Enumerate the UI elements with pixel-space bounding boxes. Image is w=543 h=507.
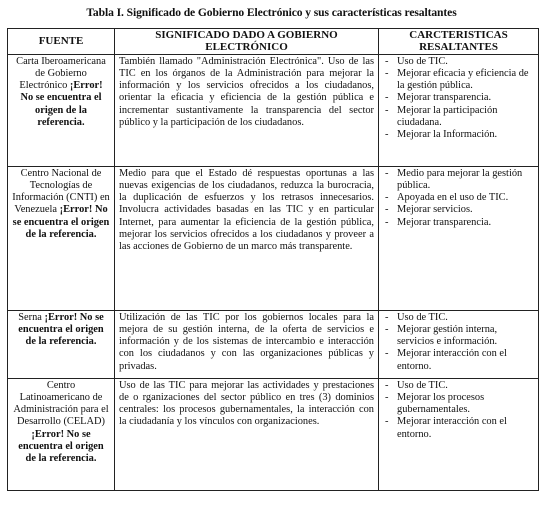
table-row bbox=[8, 167, 539, 311]
caracteristicas-cell bbox=[379, 167, 539, 311]
list-item: - Mejorar los procesos gubernamentales. bbox=[383, 392, 534, 416]
caracteristicas-list bbox=[383, 56, 534, 141]
table-row bbox=[8, 379, 539, 491]
reference-error: ¡Error! No se encuentra el origen de la referencia. bbox=[20, 80, 103, 128]
list-item: - Mejorar transparencia. bbox=[383, 92, 534, 104]
header-row bbox=[8, 29, 539, 55]
list-item: - Uso de TIC. bbox=[383, 312, 534, 324]
fuente-cell bbox=[8, 167, 115, 311]
fuente-cell bbox=[8, 379, 115, 491]
caracteristicas-cell bbox=[379, 379, 539, 491]
list-item: - Apoyada en el uso de TIC. bbox=[383, 192, 534, 204]
caracteristicas-list bbox=[383, 168, 534, 228]
list-item: - Medio para mejorar la gestión pública. bbox=[383, 168, 534, 192]
reference-error: ¡Error! No se encuentra el origen de la referencia. bbox=[18, 312, 104, 348]
fuente-name: Centro Nacional de Tecnologías de Información (CNTI) en Venezuela bbox=[12, 168, 110, 216]
table-title: Tabla I. Significado de Gobierno Electrónico y sus características resaltantes bbox=[86, 6, 457, 19]
list-item: - Mejorar interacción con el entorno. bbox=[383, 348, 534, 372]
list-item: - Uso de TIC. bbox=[383, 56, 534, 68]
list-item: - Mejorar la participación ciudadana. bbox=[383, 105, 534, 129]
reference-error: ¡Error! No se encuentra el origen de la referencia. bbox=[12, 204, 110, 240]
caracteristicas-cell bbox=[379, 55, 539, 167]
significado-cell: Uso de las TIC para mejorar las actividades y prestaciones de o rganizaciones del sector público en tres (3) dominios centrales: los procesos gubernamentales, la interacción con la ciudadanía y los vínculos con organizaciones. bbox=[115, 379, 379, 491]
list-item: - Mejorar gestión interna, servicios e información. bbox=[383, 324, 534, 348]
header-significado: SIGNIFICADO DADO A GOBIERNO ELECTRÓNICO bbox=[115, 29, 379, 55]
reference-error: ¡Error! No se encuentra el origen de la referencia. bbox=[18, 428, 104, 464]
significado-cell: También llamado "Administración Electrónica". Uso de las TIC en los órganos de la Administración para mejorar la información y los servicios ofrecidos a los ciudadanos, orientar la eficacia y eficiencia de la gestión pública e incrementar sustantivamente la transparencia del sector público y la participación de los ciudadanos. bbox=[115, 55, 379, 167]
list-item: - Mejorar la Información. bbox=[383, 129, 534, 141]
list-item: - Mejorar eficacia y eficiencia de la gestión pública. bbox=[383, 68, 534, 92]
fuente-name: Centro Latinoamericano de Administración para el Desarrollo (CELAD) bbox=[13, 380, 109, 428]
significado-cell: Medio para que el Estado dé respuestas oportunas a las nuevas exigencias de los ciudadanos, reduzca la burocracia, la duplicación de esfuerzos y los retrasos innecesarios. Involucra actividades basadas en las TIC y en particular Internet, para aumentar la eficiencia de la gestión pública, mejorar los servicios ofrecidos a los ciudadanos y proveer a las acciones de Gobierno de un marco más transparente. bbox=[115, 167, 379, 311]
list-item: - Mejorar transparencia. bbox=[383, 217, 534, 229]
header-caracteristicas: CARCTERISTICAS RESALTANTES bbox=[379, 29, 539, 55]
header-fuente: FUENTE bbox=[8, 29, 115, 55]
fuente-name: Serna bbox=[18, 312, 42, 324]
table-row bbox=[8, 55, 539, 167]
list-item: - Mejorar servicios. bbox=[383, 204, 534, 216]
definitions-table bbox=[7, 28, 539, 491]
significado-cell: Utilización de las TIC por los gobiernos locales para la mejora de su gestión interna, de la oferta de servicios e información y de los sistemas de intercambio e interacción con los ciudadanos y con las organizaciones públicas y privadas. bbox=[115, 311, 379, 379]
list-item: - Uso de TIC. bbox=[383, 380, 534, 392]
table-row bbox=[8, 311, 539, 379]
caracteristicas-list bbox=[383, 312, 534, 372]
fuente-name: Carta Iberoamericana de Gobierno Electrónico bbox=[16, 56, 106, 92]
fuente-cell bbox=[8, 311, 115, 379]
fuente-cell bbox=[8, 55, 115, 167]
caracteristicas-cell bbox=[379, 311, 539, 379]
list-item: - Mejorar interacción con el entorno. bbox=[383, 416, 534, 440]
caracteristicas-list bbox=[383, 380, 534, 440]
